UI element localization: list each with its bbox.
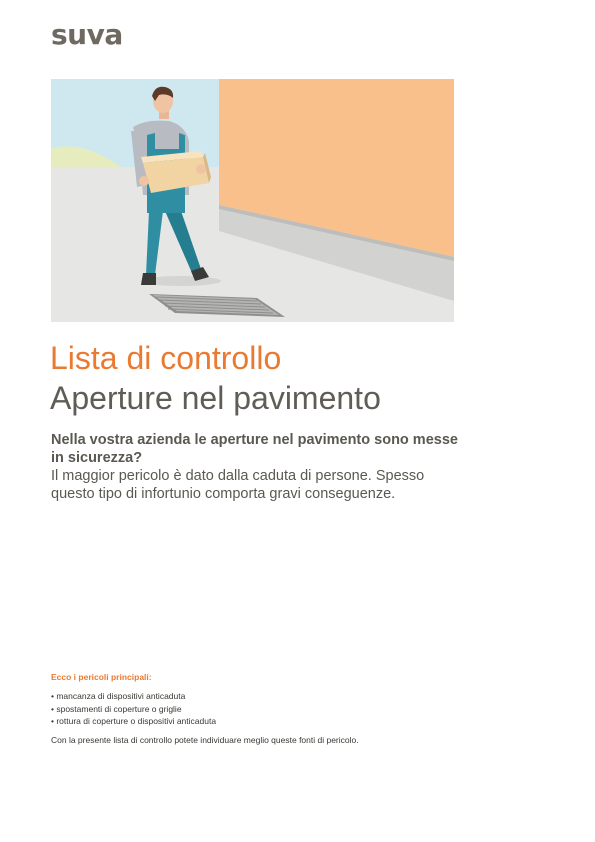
page-title-primary: Lista di controllo xyxy=(50,340,282,376)
dangers-list xyxy=(51,690,216,728)
intro-block xyxy=(51,431,461,503)
list-item: • mancanza di dispositivi anticaduta xyxy=(51,690,216,703)
dangers-heading: Ecco i pericoli principali: xyxy=(51,672,152,682)
list-item: • spostamenti di coperture o griglie xyxy=(51,703,216,716)
intro-question: Nella vostra azienda le aperture nel pavimento sono messe in sicurezza? xyxy=(51,432,458,466)
footnote: Con la presente lista di controllo potete individuare meglio queste fonti di pericolo. xyxy=(51,735,359,745)
hero-illustration xyxy=(51,79,454,322)
page-title-secondary: Aperture nel pavimento xyxy=(50,380,381,416)
suva-logo: suva xyxy=(51,18,123,51)
intro-text: Il maggior pericolo è dato dalla caduta di persone. Spesso questo tipo di infortunio comporta gravi conseguenze. xyxy=(51,468,425,502)
list-item: • rottura di coperture o dispositivi anticaduta xyxy=(51,715,216,728)
